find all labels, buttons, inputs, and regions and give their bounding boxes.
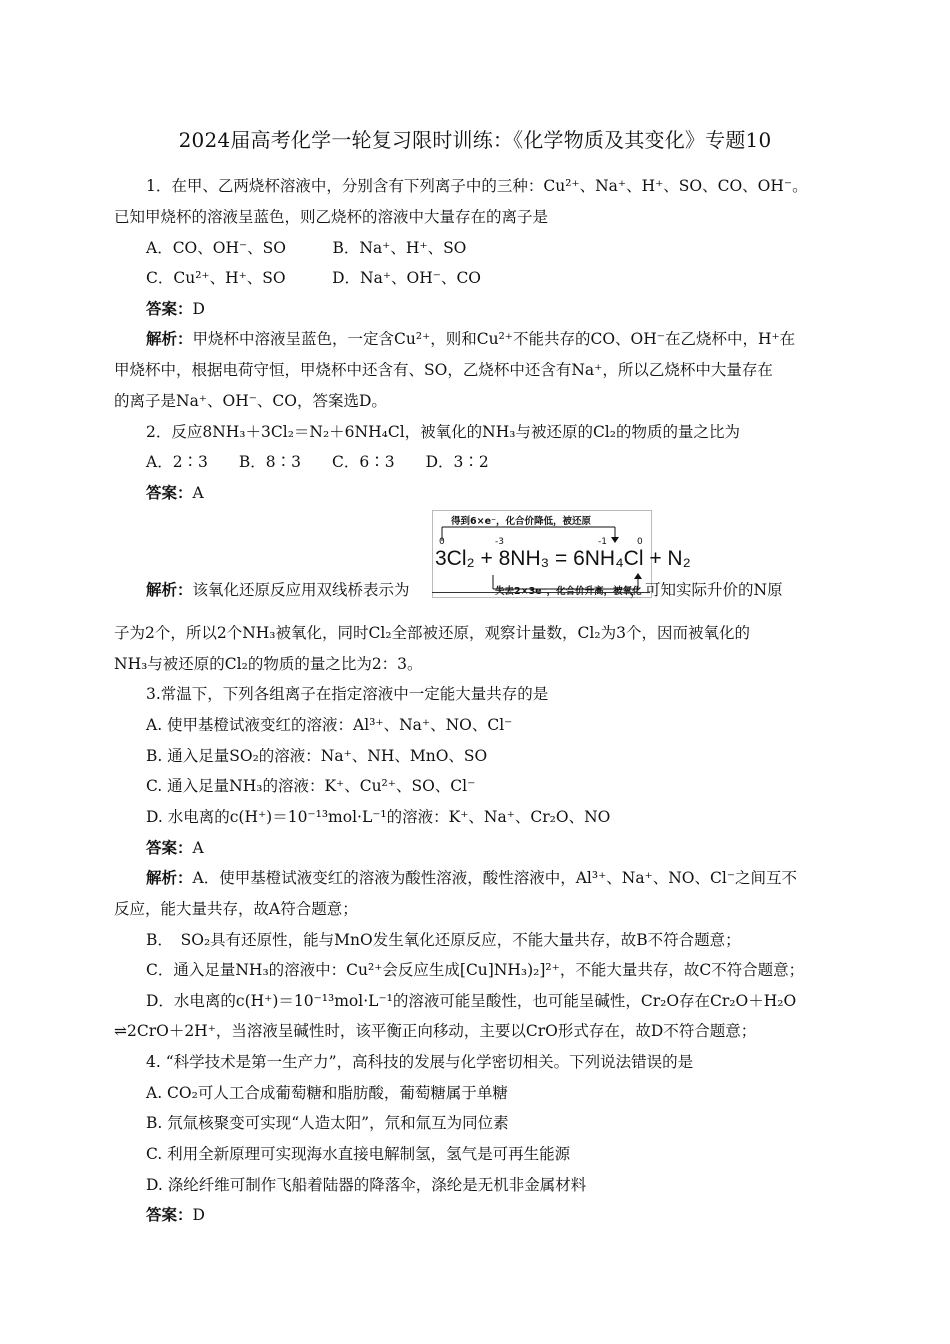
q1-analysis-cont: 甲烧杯中，根据电荷守恒，甲烧杯中还含有、SO，乙烧杯中还含有Na⁺，所以乙烧杯中大量存在 — [114, 361, 773, 379]
ox-state-nh4cl: -1 — [598, 537, 607, 547]
equation-underline — [432, 592, 650, 593]
q1-analysis — [146, 329, 868, 349]
q1-options-cd: C．Cu²⁺、H⁺、SO D．Na⁺、OH⁻、CO — [146, 269, 482, 287]
gain-electrons-label: 得到6×e⁻，化合价降低，被还原 — [451, 516, 592, 527]
ox-state-n2: 0 — [637, 537, 643, 547]
q3-option-d: D. 水电离的c(H⁺)＝10⁻¹³mol·L⁻¹的溶液：K⁺、Na⁺、Cr₂O、NO — [146, 808, 611, 826]
q4-option-b: B. 氘氚核聚变可实现“人造太阳”，氘和氚互为同位素 — [146, 1114, 509, 1132]
q1-stem: 1．在甲、乙两烧杯溶液中，分别含有下列离子中的三种：Cu²⁺、Na⁺、H⁺、SO、CO、OH⁻。 — [146, 177, 808, 195]
q3-analysis-d-cont: ⇌2CrO＋2H⁺，当溶液呈碱性时，该平衡正向移动，主要以CrO形式存在，故D不符合题意； — [114, 1022, 757, 1040]
answer-label: 答案： — [146, 483, 193, 502]
q3-option-a: A. 使甲基橙试液变红的溶液：Al³⁺、Na⁺、NO、Cl⁻ — [146, 716, 513, 734]
q2-analysis-cont2: NH₃与被还原的Cl₂的物质的量之比为2：3。 — [114, 655, 423, 673]
q2-answer — [146, 483, 868, 503]
q3-stem: 3.常温下，下列各组离子在指定溶液中一定能大量共存的是 — [146, 685, 549, 703]
q1-stem-cont: 已知甲烧杯的溶液呈蓝色，则乙烧杯的溶液中大量存在的离子是 — [114, 208, 549, 226]
q4-option-a: A. CO₂可人工合成葡萄糖和脂肪酸，葡萄糖属于单糖 — [146, 1084, 508, 1102]
answer-label: 答案： — [146, 299, 193, 318]
q4-option-d: D. 涤纶纤维可制作飞船着陆器的降落伞，涤纶是无机非金属材料 — [146, 1176, 587, 1194]
page-title: 2024届高考化学一轮复习限时训练：《化学物质及其变化》专题10 — [178, 128, 772, 152]
q3-analysis — [146, 868, 868, 888]
analysis-label: 解析： — [146, 580, 193, 599]
q4-answer — [146, 1205, 868, 1225]
q4-stem: 4. “科学技术是第一生产力”，高科技的发展与化学密切相关。下列说法错误的是 — [146, 1053, 694, 1071]
q1-options-ab: A．CO、OH⁻、SO B．Na⁺、H⁺、SO — [146, 239, 467, 257]
analysis-tail: ，可知实际升价的N原 — [629, 581, 783, 599]
q2-options: A．2∶3 B．8∶3 C．6∶3 D．3∶2 — [146, 453, 489, 471]
answer-label: 答案： — [146, 1205, 193, 1224]
q3-analysis-c: C．通入足量NH₃的溶液中：Cu²⁺会反应生成[Cu]NH₃)₂]²⁺，不能大量共存，故C不符合题意； — [146, 961, 805, 979]
q1-analysis-cont2: 的离子是Na⁺、OH⁻、CO，答案选D。 — [114, 392, 387, 410]
ox-state-nh3: -3 — [495, 537, 504, 547]
answer-value: D — [192, 300, 205, 318]
q4-option-c: C. 利用全新原理可实现海水直接电解制氢，氢气是可再生能源 — [146, 1145, 571, 1163]
analysis-text: A．使甲基橙试液变红的溶液为酸性溶液，酸性溶液中，Al³⁺、Na⁺、NO、Cl⁻之间互不 — [192, 869, 798, 887]
q1-answer — [146, 299, 868, 319]
analysis-text: 该氧化还原反应用双线桥表示为 — [192, 581, 410, 599]
answer-value: A — [192, 484, 204, 502]
q3-option-c: C. 通入足量NH₃的溶液：K⁺、Cu²⁺、SO、Cl⁻ — [146, 777, 476, 795]
analysis-label: 解析： — [146, 868, 193, 887]
analysis-text: 甲烧杯中溶液呈蓝色，一定含Cu²⁺，则和Cu²⁺不能共存的CO、OH⁻在乙烧杯中，H⁺在 — [192, 330, 796, 348]
reaction-formula: 3Cl₂ + 8NH₃ = 6NH₄Cl + N₂ — [435, 547, 691, 570]
q3-answer — [146, 838, 868, 858]
q2-analysis-cont: 子为2个，所以2个NH₃被氧化，同时Cl₂全部被还原，观察计量数，Cl₂为3个，因而被氧化的 — [114, 624, 750, 642]
q3-analysis-d: D．水电离的c(H⁺)＝10⁻¹³mol·L⁻¹的溶液可能呈酸性，也可能呈碱性，Cr₂O存在Cr₂O＋H₂O — [146, 992, 797, 1010]
analysis-label: 解析： — [146, 329, 193, 348]
answer-label: 答案： — [146, 838, 193, 857]
answer-value: D — [192, 1206, 205, 1224]
q3-analysis-cont: 反应，能大量共存，故A符合题意； — [114, 900, 358, 918]
ox-state-cl2: 0 — [439, 537, 445, 547]
lose-electrons-label: 失去2×3e⁻，化合价升高，被氧化 — [495, 586, 642, 597]
q2-stem: 2．反应8NH₃＋3Cl₂＝N₂＋6NH₄Cl，被氧化的NH₃与被还原的Cl₂的物质的量之比为 — [146, 423, 740, 441]
answer-value: A — [192, 839, 204, 857]
q3-analysis-b: B． SO₂具有还原性，能与MnO发生氧化还原反应，不能大量共存，故B不符合题意； — [146, 931, 741, 949]
q2-analysis — [146, 580, 836, 600]
q3-option-b: B. 通入足量SO₂的溶液：Na⁺、NH、MnO、SO — [146, 747, 488, 765]
